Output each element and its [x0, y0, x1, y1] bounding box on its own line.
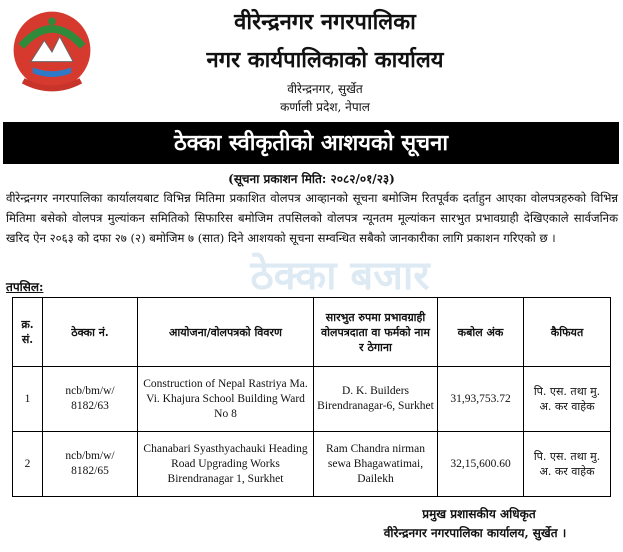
- cell-contract-no: ncb/bm/w/ 8182/63: [43, 367, 138, 432]
- cell-contract-no: ncb/bm/w/ 8182/65: [43, 432, 138, 497]
- header-contract-no: ठेक्का नं.: [43, 298, 138, 367]
- publish-date: (सूचना प्रकाशन मिति: २०८२/०१/२३): [228, 172, 395, 186]
- header-bidder: सारभुत रुपमा प्रभावग्राही वोलपत्रदाता वा फर्मको नाम र ठेगाना: [314, 298, 438, 367]
- cell-remarks: पि. एस. तथा मु. अ. कर वाहेक: [524, 367, 611, 432]
- signatory-office: वीरेन्द्रनगर नगरपालिका कार्यालय, सुर्खेत ।: [383, 526, 567, 540]
- table-row: [13, 432, 611, 497]
- table-header-row: [13, 298, 611, 367]
- cell-amount: 32,15,600.60: [438, 432, 524, 497]
- notice-title: ठेक्का स्वीकृतीको आशयको सूचना: [3, 122, 619, 164]
- header-amount: कबोल अंक: [438, 298, 524, 367]
- cell-sn: 2: [13, 432, 43, 497]
- header-sn: क्र. सं.: [13, 298, 43, 367]
- nepal-emblem-icon: [4, 4, 100, 100]
- cell-description: Chanabari Syasthyachauki Heading Road Upgrading Works Birendranagar 1, Surkhet: [138, 432, 314, 497]
- address-line-1: वीरेन्द्रनगर, सुर्खेत: [287, 82, 363, 96]
- header-description: आयोजना/वोलपत्रको विवरण: [138, 298, 314, 367]
- table-row: [13, 367, 611, 432]
- signatory-title: प्रमुख प्रशासकीय अधिकृत: [422, 507, 536, 521]
- header-remarks: कैफियत: [524, 298, 611, 367]
- watermark-logo: [170, 247, 510, 301]
- office-name: नगर कार्यपालिकाको कार्यालय: [206, 47, 444, 73]
- contracts-table: [12, 297, 611, 497]
- watermark-text: ठेक्का बजार: [250, 253, 430, 299]
- cell-description: Construction of Nepal Rastriya Ma. Vi. Khajura School Building Ward No 8: [138, 367, 314, 432]
- address-line-2: कर्णाली प्रदेश, नेपाल: [280, 100, 370, 114]
- notice-body: वीरेन्द्रनगर नगरपालिका कार्यालयबाट विभिन्न मितिमा प्रकाशित वोलपत्र आव्हानको सूचना बमोजिम रितपूर्वक दर्ताहुन आएका वोलपत्रहरुको विभिन्न मितिमा बसेको वोलपत्र मुल्यांकन समितिको सिफारिस बमोजिम तपसिलको वोलपत्र न्यूनतम मूल्यांकन सारभुत प्रभावग्राही देखिएकाले सार्वजनिक खरिद ऐन २०६३ को दफा २७ (२) बमोजिम ७ (सात) दिने आशयको सूचना सम्वन्धित सबैको जानकारीका लागि प्रकाशन गरिएको छ ।: [6, 191, 618, 245]
- municipality-name: वीरेन्द्रनगर नगरपालिका: [234, 9, 416, 35]
- cell-amount: 31,93,753.72: [438, 367, 524, 432]
- details-label: तपसिल:: [6, 280, 44, 294]
- cell-sn: 1: [13, 367, 43, 432]
- cell-bidder: D. K. Builders Birendranagar-6, Surkhet: [314, 367, 438, 432]
- cell-bidder: Ram Chandra nirman sewa Bhagawatimai, Dailekh: [314, 432, 438, 497]
- cell-remarks: पि. एस. तथा मु. अ. कर वाहेक: [524, 432, 611, 497]
